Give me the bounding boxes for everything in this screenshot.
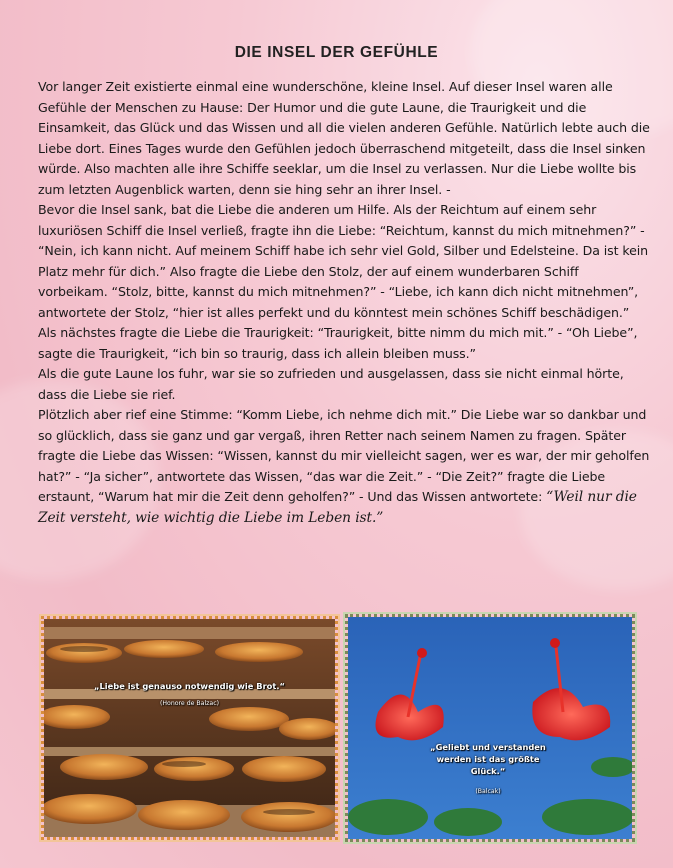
bread-image	[44, 619, 335, 837]
story-paragraph-4	[38, 405, 650, 528]
story-text	[38, 77, 650, 528]
hibiscus-image	[348, 617, 632, 839]
story-paragraph-1: Vor langer Zeit existierte einmal eine wunderschöne, kleine Insel. Auf dieser Insel waren alle Gefühle der Menschen zu Hause: Der Humor und die gute Laune, die Traurigkeit und die Einsamkeit, das Glück und das Wissen und all die vielen anderen Gefühle. Natürlich lebte auch die Liebe dort. Eines Tages wurde den Gefühlen jedoch überraschend mitgeteilt, dass die Insel sinken würde. Also machten alle ihre Schiffe seeklar, um die Insel zu verlassen. Nur die Liebe wollte bis zum letzten Augenblick warten, denn sie hing sehr an ihrer Insel. -	[38, 79, 650, 197]
hibiscus-quote	[428, 741, 548, 798]
story-paragraph-4-text: Plötzlich aber rief eine Stimme: “Komm Liebe, ich nehme dich mit.” Die Liebe war so dankbar und so glücklich, dass sie ganz und gar vergaß, ihren Retter nach seinem Namen zu fragen. Später fragte die Liebe das Wissen: “Wissen, kannst du mir vielleicht sagen, wer es war, der mir geholfen hat?” - “Ja sicher”, antwortete das Wissen, “das war die Zeit.” - “Die Zeit?” fragte die Liebe erstaunt, “Warum hat mir die Zeit denn geholfen?” - Und das Wissen antwortete:	[38, 407, 650, 504]
bread-quote	[44, 681, 335, 707]
hibiscus-quote-author: (Balcak)	[475, 788, 501, 795]
story-paragraph-2: Bevor die Insel sank, bat die Liebe die anderen um Hilfe. Als der Reichtum auf einem sehr luxuriösen Schiff die Insel verließ, fragte ihn die Liebe: “Reichtum, kannst du mich mitnehmen?” - “Nein, ich kann nicht. Auf meinem Schiff habe ich sehr viel Gold, Silber und Edelsteine. Da ist kein Platz mehr für dich.” Also fragte die Liebe den Stolz, der auf einem wunderbaren Schiff vorbeikam. “Stolz, bitte, kannst du mich mitnehmen?” - “Liebe, ich kann dich nicht mitnehmen”, antwortete der Stolz, “hier ist alles perfekt und du könntest mein schönes Schiff beschädigen.” Als nächstes fragte die Liebe die Traurigkeit: “Traurigkeit, bitte nimm du mich mit.” - “Oh Liebe”, sagte die Traurigkeit, “ich bin so traurig, dass ich allein bleiben muss.”	[38, 202, 649, 361]
bread-quote-author: (Honore de Balzac)	[159, 700, 220, 707]
hibiscus-quote-text: „Geliebt und verstanden werden ist das größte Glück.“	[430, 742, 546, 776]
bread-image-frame	[41, 616, 338, 840]
bread-quote-text: „Liebe ist genauso notwendig wie Brot.“	[94, 681, 285, 691]
closing-quote: “Weil nur die Zeit versteht, wie wichtig die Liebe im Leben ist.”	[38, 489, 637, 526]
hibiscus-image-frame	[345, 614, 635, 842]
page-title: DIE INSEL DER GEFÜHLE	[234, 44, 439, 61]
story-paragraph-3: Als die gute Laune los fuhr, war sie so zufrieden und ausgelassen, dass sie nicht einmal hörte, dass die Liebe sie rief.	[38, 366, 624, 402]
